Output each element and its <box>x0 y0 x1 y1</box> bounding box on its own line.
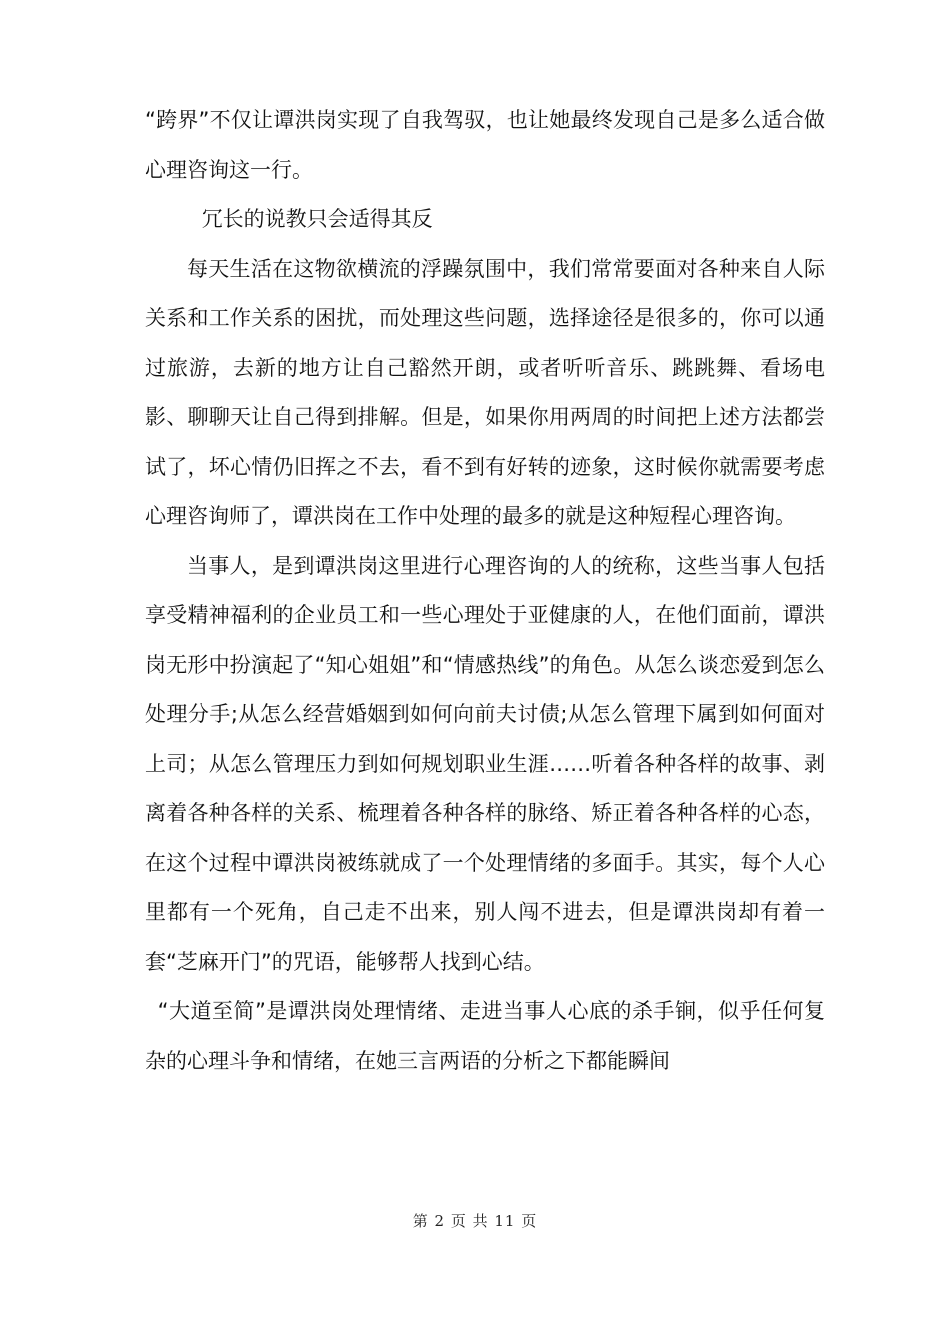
page-number-footer: 第 2 页 共 11 页 <box>412 1212 538 1230</box>
paragraph-continuation: “跨界”不仅让谭洪岗实现了自我驾驭，也让她最终发现自己是多么适合做心理咨询这一行。 <box>145 108 825 182</box>
paragraph: “大道至简”是谭洪岗处理情绪、走进当事人心底的杀手锏，似乎任何复杂的心理斗争和情绪，在她三言两语的分析之下都能瞬间 <box>145 999 825 1073</box>
document-body <box>145 96 825 1086</box>
paragraph: 当事人，是到谭洪岗这里进行心理咨询的人的统称，这些当事人包括享受精神福利的企业员工和一些心理处于亚健康的人，在他们面前，谭洪岗无形中扮演起了“知心姐姐”和“情感热线”的角色。从怎么谈恋爱到怎么处理分手;从怎么经营婚姻到如何向前夫讨债;从怎么管理下属到如何面对上司；从怎么管理压力到如何规划职业生涯……听着各种各样的故事、剥离着各种各样的关系、梳理着各种各样的脉络、矫正着各种各样的心态，在这个过程中谭洪岗被练就成了一个处理情绪的多面手。其实，每个人心里都有一个死角，自己走不出来，别人闯不进去，但是谭洪岗却有着一套“芝麻开门”的咒语，能够帮人找到心结。 <box>145 553 825 974</box>
section-subheading: 冗长的说教只会适得其反 <box>201 207 433 231</box>
paragraph: 每天生活在这物欲横流的浮躁氛围中，我们常常要面对各种来自人际关系和工作关系的困扰，而处理这些问题，选择途径是很多的，你可以通过旅游，去新的地方让自己豁然开朗，或者听听音乐、跳跳舞、看场电影、聊聊天让自己得到排解。但是，如果你用两周的时间把上述方法都尝试了，坏心情仍旧挥之不去，看不到有好转的迹象，这时候你就需要考虑心理咨询师了，谭洪岗在工作中处理的最多的就是这种短程心理咨询。 <box>145 256 825 528</box>
